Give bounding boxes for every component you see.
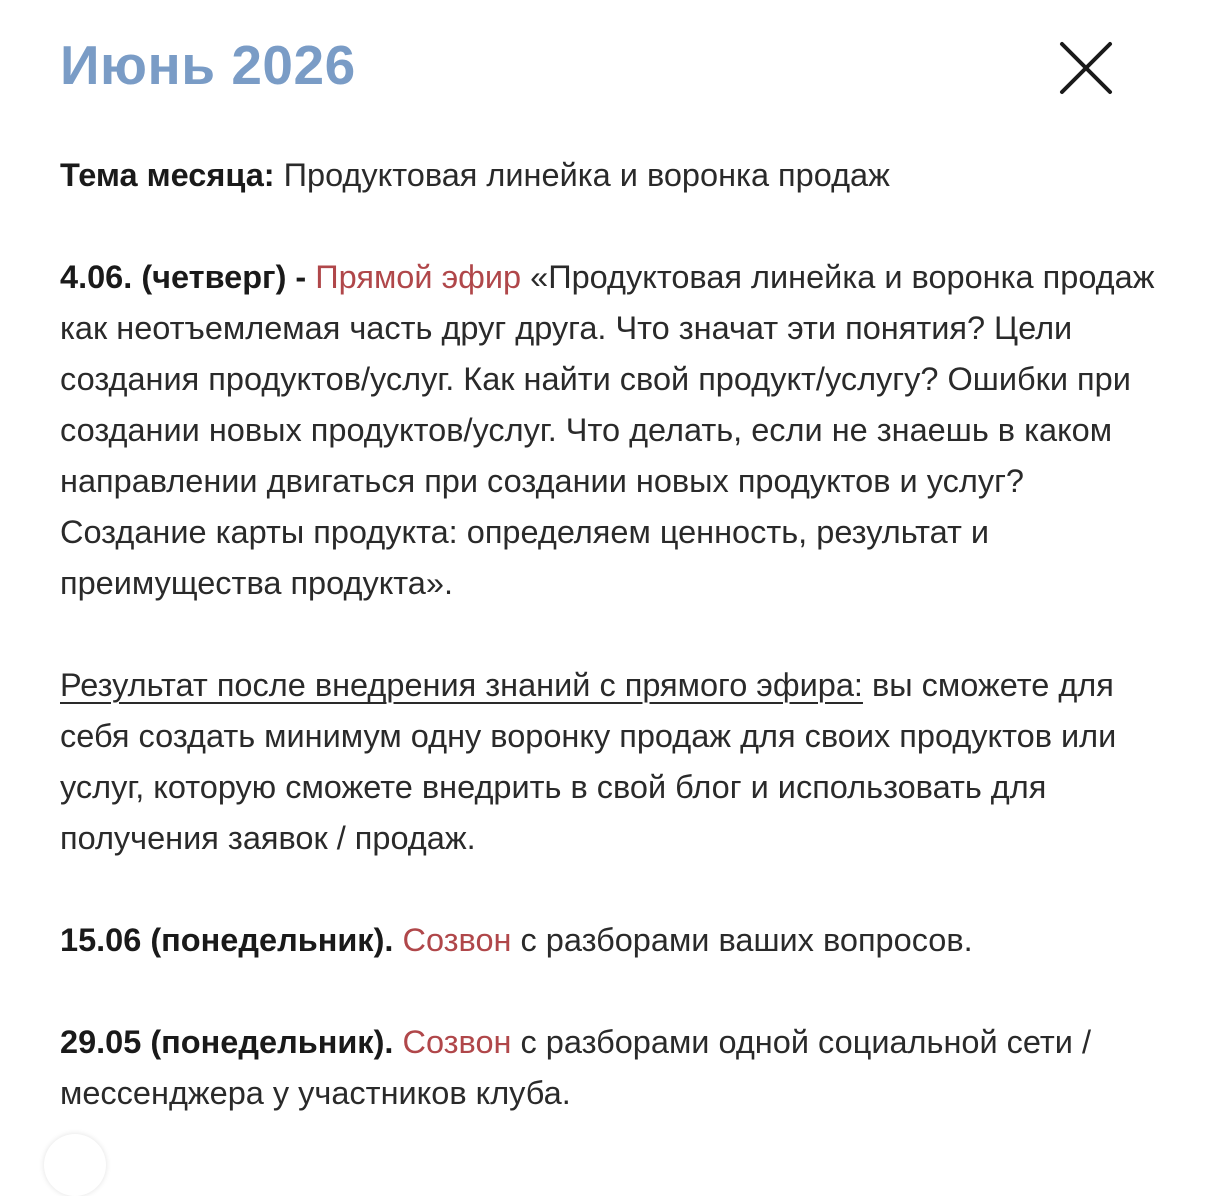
result-text: вы сможете для себя создать минимум одну воронку продаж для своих продуктов или услуг, которую сможете внедрить в свой блог и использовать для получения заявок / продаж.: [60, 667, 1117, 856]
event-type: Прямой эфир: [315, 259, 522, 295]
event-date: 15.06 (понедельник).: [60, 922, 394, 958]
event-live-stream: [60, 252, 1160, 609]
event-date: 29.05 (понедельник).: [60, 1024, 394, 1060]
close-button[interactable]: [1056, 38, 1116, 98]
event-call-social: [60, 1017, 1160, 1119]
close-icon: [1056, 38, 1116, 98]
event-type: Созвон: [402, 1024, 512, 1060]
event-description: «Продуктовая линейка и воронка продаж как неотъемлемая часть друг друга. Что значат эти понятия? Цели создания продуктов/услуг. Как найти свой продукт/услугу? Ошибки при создании новых продуктов/услуг. Что делать, если не знаешь в каком направлении двигаться при создании новых продуктов и услуг? Создание карты продукта: определяем ценность, результат и преимущества продукта».: [60, 259, 1155, 601]
event-type: Созвон: [402, 922, 512, 958]
month-schedule: [60, 150, 1160, 1119]
floating-action-button[interactable]: [44, 1134, 106, 1196]
event-date: 4.06. (четверг) -: [60, 259, 307, 295]
page-title: Июнь 2026: [60, 34, 356, 96]
event-description: с разборами одной социальной сети / мессенджера у участников клуба.: [60, 1024, 1091, 1111]
result-label: Результат после внедрения знаний с прямого эфира:: [60, 667, 863, 703]
theme-label: Тема месяца:: [60, 157, 275, 193]
month-theme: [60, 150, 1160, 201]
event-result: [60, 660, 1160, 864]
event-description: с разборами ваших вопросов.: [511, 922, 973, 958]
theme-text: Продуктовая линейка и воронка продаж: [274, 157, 890, 193]
event-call-questions: [60, 915, 1160, 966]
